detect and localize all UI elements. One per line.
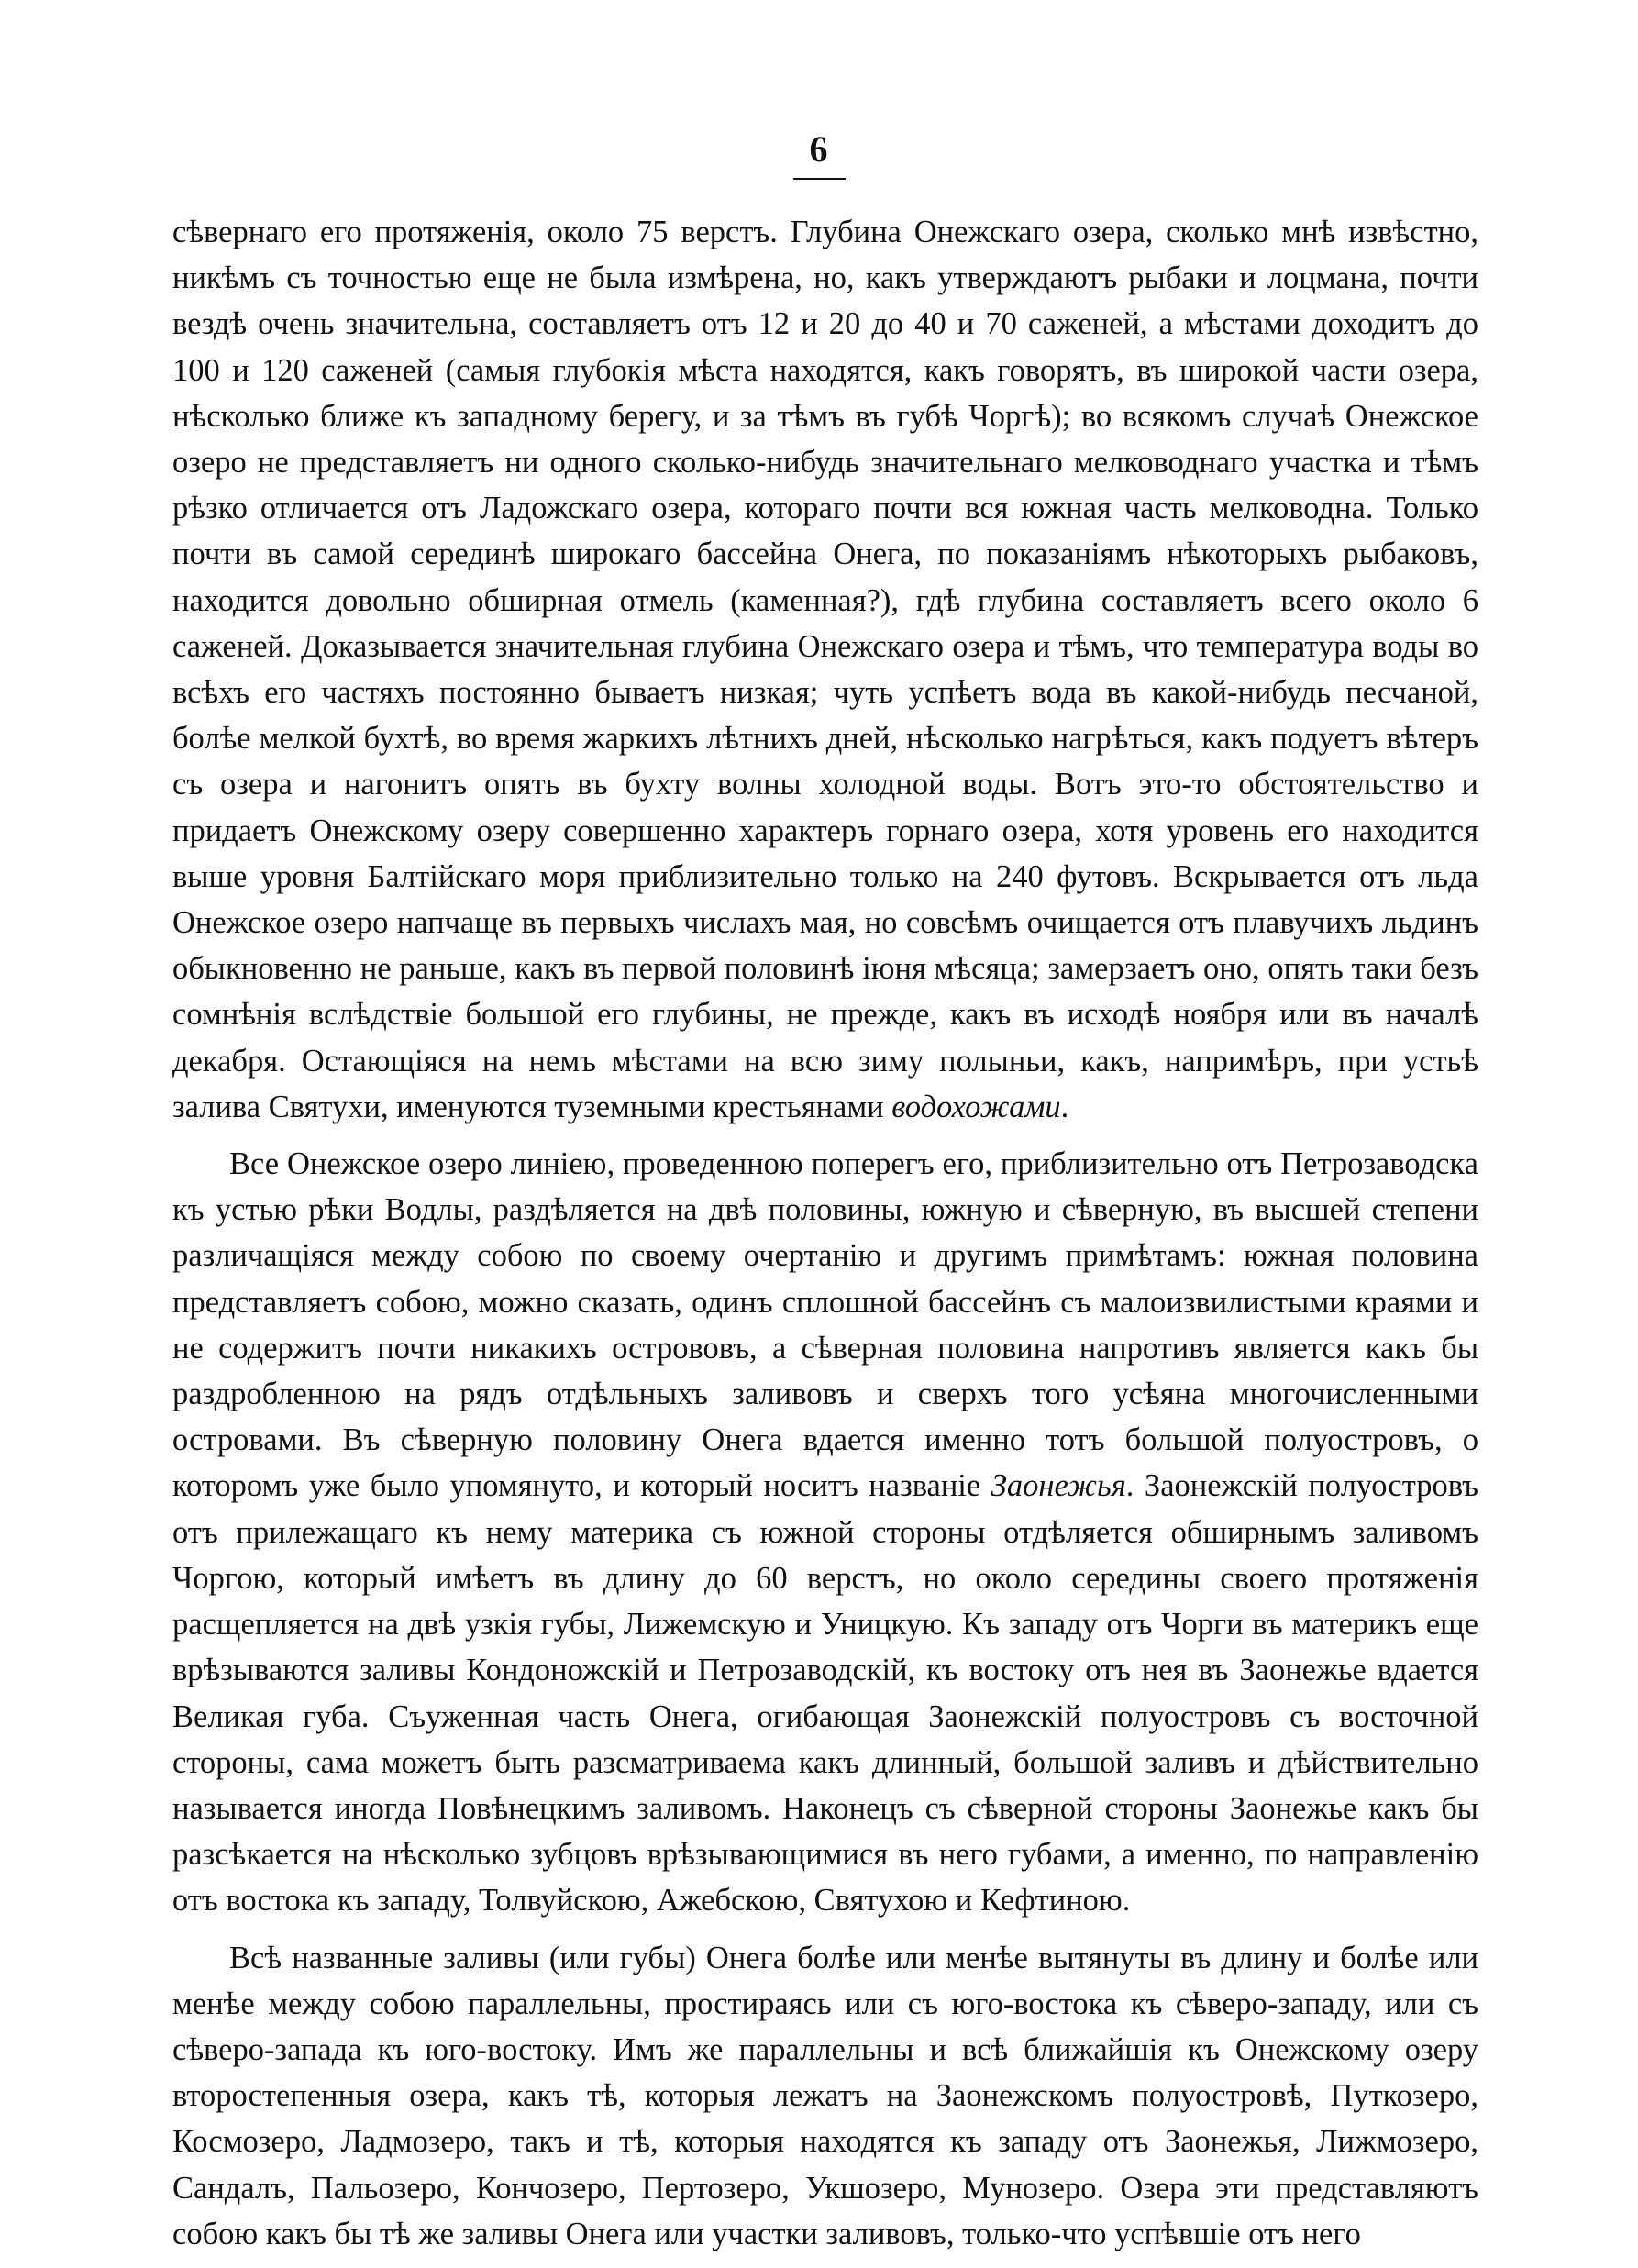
- body-text: [172, 209, 1478, 2268]
- page-number-container: [0, 128, 1638, 180]
- p2-text-2: . Заонежскій полуостровъ отъ прилежащаго къ нему материка съ южной стороны отдѣляется обширнымъ заливомъ Чоргою, который имѣетъ въ длину до 60 верстъ, но около середины своего протяженія расщепляется на двѣ узкія губы, Лижемскую и Уницкую. Къ западу отъ Чорги въ материкъ еще врѣзываются заливы Кондоножскій и Петрозаводскій, къ востоку отъ нея въ Заонежье вдается Великая губа. Съуженная часть Онега, огибающая Заонежскій полуостровъ съ восточной стороны, сама можетъ быть разсматриваема какъ длинный, большой заливъ и дѣйствительно называется иногда Повѣнецкимъ заливомъ. Наконецъ съ сѣверной стороны Заонежье какъ бы разсѣкается на нѣсколько зубцовъ врѣзывающимися въ него губами, а именно, по направленію отъ востока къ западу, Толвуйскою, Ажебскою, Святухою и Кефтиною.: [172, 1468, 1479, 1919]
- paragraph-2: [172, 1141, 1478, 1923]
- p1-text-1: сѣвернаго его протяженія, около 75 верстъ. Глубина Онежскаго озера, сколько мнѣ извѣстно, никѣмъ съ точностью еще не была измѣрена, но, какъ утверждаютъ рыбаки и лоцмана, почти вездѣ очень значительна, составляетъ отъ 12 и 20 до 40 и 70 саженей, а мѣстами доходитъ до 100 и 120 саженей (самыя глубокія мѣста находятся, какъ говорятъ, въ широкой части озера, нѣсколько ближе къ западному берегу, и за тѣмъ въ губѣ Чоргѣ); во всякомъ случаѣ Онежское озеро не представляетъ ни одного сколько-нибудь значительнаго мелководнаго участка и тѣмъ рѣзко отличается отъ Ладожскаго озера, котораго почти вся южная часть мелководна. Только почти въ самой серединѣ широкаго бассейна Онега, по показаніямъ нѣкоторыхъ рыбаковъ, находится довольно обширная отмель (каменная?), гдѣ глубина составляетъ всего около 6 саженей. Доказывается значительная глубина Онежскаго озера и тѣмъ, что температура воды во всѣхъ его частяхъ постоянно бываетъ низкая; чуть успѣетъ вода въ какой-нибудь песчаной, болѣе мелкой бухтѣ, во время жаркихъ лѣтнихъ дней, нѣсколько нагрѣться, какъ подуетъ вѣтеръ съ озера и нагонитъ опять въ бухту волны холодной воды. Вотъ это-то обстоятельство и придаетъ Онежскому озеру совершенно характеръ горнаго озера, хотя уровень его находится выше уровня Балтійскаго моря приблизительно только на 240 футовъ. Вскрывается отъ льда Онежское озеро напчаще въ первыхъ числахъ мая, но совсѣмъ очищается отъ плавучихъ льдинъ обыкновенно не раньше, какъ въ первой половинѣ іюня мѣсяца; замерзаетъ оно, опять таки безъ сомнѣнія вслѣдствіе большой его глубины, не прежде, какъ въ исходѣ ноября или въ началѣ декабря. Остающіяся на немъ мѣстами на всю зиму полыньи, какъ, напримѣръ, при устьѣ залива Святухи, именуются туземными крестьянами: [172, 215, 1478, 1124]
- p1-text-2: .: [1060, 1089, 1069, 1124]
- paragraph-1: [172, 209, 1478, 1130]
- p3-text-1: Всѣ названные заливы (или губы) Онега болѣе или менѣе вытянуты въ длину и болѣе или менѣе между собою параллельны, простираясь или съ юго-востока къ сѣверо-западу, или съ сѣверо-запада къ юго-востоку. Имъ же параллельны и всѣ ближайшія къ Онежскому озеру второстепенныя озера, какъ тѣ, которыя лежатъ на Заонежскомъ полуостровѣ, Путкозеро, Космозеро, Ладмозеро, такъ и тѣ, которыя находятся къ западу отъ Заонежья, Лижмозеро, Сандалъ, Пальозеро, Кончозеро, Пертозеро, Укшозеро, Мунозеро. Озера эти представляютъ собою какъ бы тѣ же заливы Онега или участки заливовъ, только-что успѣвшіе отъ него: [172, 1940, 1478, 2251]
- page-number: 6: [793, 128, 846, 180]
- paragraph-3: [172, 1935, 1478, 2257]
- p2-italic-term: Заонежья: [991, 1468, 1126, 1504]
- p1-italic-term: водохожами: [891, 1089, 1061, 1124]
- p2-text-1: Все Онежское озеро линіею, проведенною поперегъ его, приблизительно отъ Петрозаводска къ устью рѣки Водлы, раздѣляется на двѣ половины, южную и сѣверную, въ высшей степени различащіяся между собою по своему очертанію и другимъ примѣтамъ: южная половина представляетъ собою, можно сказать, одинъ сплошной бассейнъ съ малоизвилистыми краями и не содержитъ почти никакихъ острововъ, а сѣверная половина напротивъ является какъ бы раздробленною на рядъ отдѣльныхъ заливовъ и сверхъ того усѣяна многочисленными островами. Въ сѣверную половину Онега вдается именно тотъ большой полуостровъ, о которомъ уже было упомянуто, и который носитъ названіе: [172, 1146, 1478, 1504]
